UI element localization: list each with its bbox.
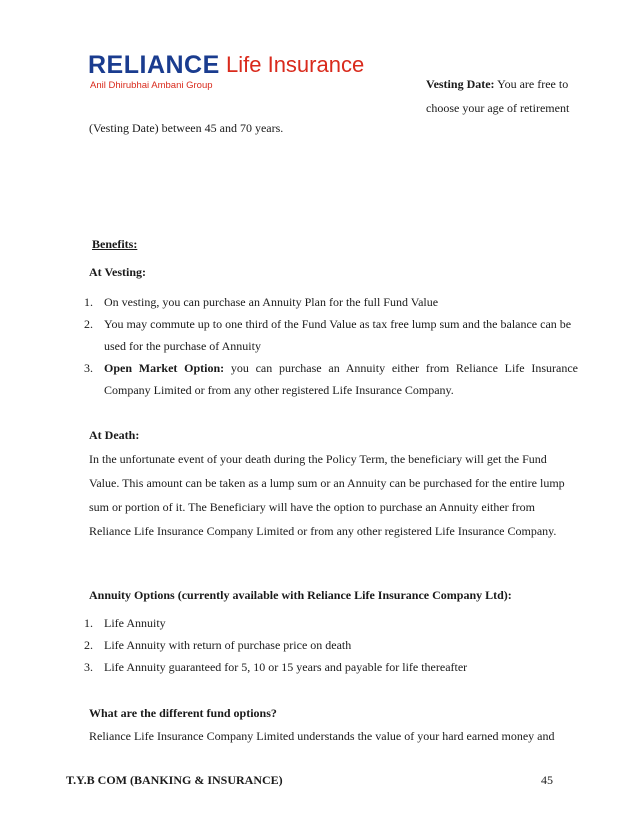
- annuity-options-heading: Annuity Options (currently available with Reliance Life Insurance Company Ltd):: [89, 588, 512, 602]
- vesting-text-line-3: (Vesting Date) between 45 and 70 years.: [89, 121, 284, 135]
- list-item: [84, 612, 578, 634]
- vesting-date-text: [426, 72, 606, 120]
- fund-options-heading: What are the different fund options?: [89, 706, 277, 720]
- logo-brand: RELIANCE: [88, 51, 220, 79]
- list-item: [84, 357, 578, 401]
- annuity-options-list: [84, 612, 578, 678]
- list-item-text: Life Annuity: [104, 616, 166, 630]
- logo-product: Life Insurance: [226, 52, 365, 77]
- vesting-text-line-1: You are free to: [497, 77, 569, 91]
- vesting-text-line-2: choose your age of retirement: [426, 101, 570, 115]
- list-item-number: 2.: [84, 638, 93, 652]
- list-item-number: 3.: [84, 660, 93, 674]
- list-item-bold-lead: Open Market Option:: [104, 361, 225, 375]
- vesting-benefits-list: [84, 291, 578, 401]
- logo-tagline: Anil Dhirubhai Ambani Group: [90, 80, 213, 91]
- list-item: [84, 313, 578, 357]
- at-vesting-heading: At Vesting:: [89, 265, 147, 279]
- list-item: [84, 656, 578, 678]
- list-item-number: 1.: [84, 295, 93, 309]
- at-death-paragraph: In the unfortunate event of your death during the Policy Term, the beneficiary will get the Fund Value. This amount can be taken as a lump sum or an Annuity can be purchased for the entire lump sum or portion of it. The Beneficiary will have the option to purchase an Annuity either from Reliance Life Insurance Company Limited or from any other registered Life Insurance Company.: [89, 452, 565, 538]
- footer-course-title: T.Y.B COM (BANKING & INSURANCE): [66, 773, 283, 787]
- list-item-number: 2.: [84, 317, 93, 331]
- list-item-text: Life Annuity with return of purchase price on death: [104, 638, 352, 652]
- list-item-number: 3.: [84, 361, 93, 375]
- page-number: 45: [541, 773, 553, 787]
- list-item-text: You may commute up to one third of the Fund Value as tax free lump sum and the balance can be used for the purchase of Annuity: [104, 317, 572, 353]
- list-item: [84, 634, 578, 656]
- list-item: [84, 291, 578, 313]
- list-item-text: On vesting, you can purchase an Annuity Plan for the full Fund Value: [104, 295, 439, 309]
- list-item-number: 1.: [84, 616, 93, 630]
- reliance-life-insurance-logo: [88, 50, 388, 102]
- vesting-date-label: Vesting Date:: [426, 77, 495, 91]
- list-item-text: you can purchase an Annuity either from Reliance Life Insurance Company Limited or from any other registered Life Insurance Company.: [104, 361, 578, 397]
- fund-options-text: Reliance Life Insurance Company Limited understands the value of your hard earned money and: [89, 729, 555, 743]
- at-death-heading: At Death:: [89, 428, 140, 442]
- list-item-text: Life Annuity guaranteed for 5, 10 or 15 years and payable for life thereafter: [104, 660, 468, 674]
- benefits-heading: Benefits:: [92, 237, 138, 251]
